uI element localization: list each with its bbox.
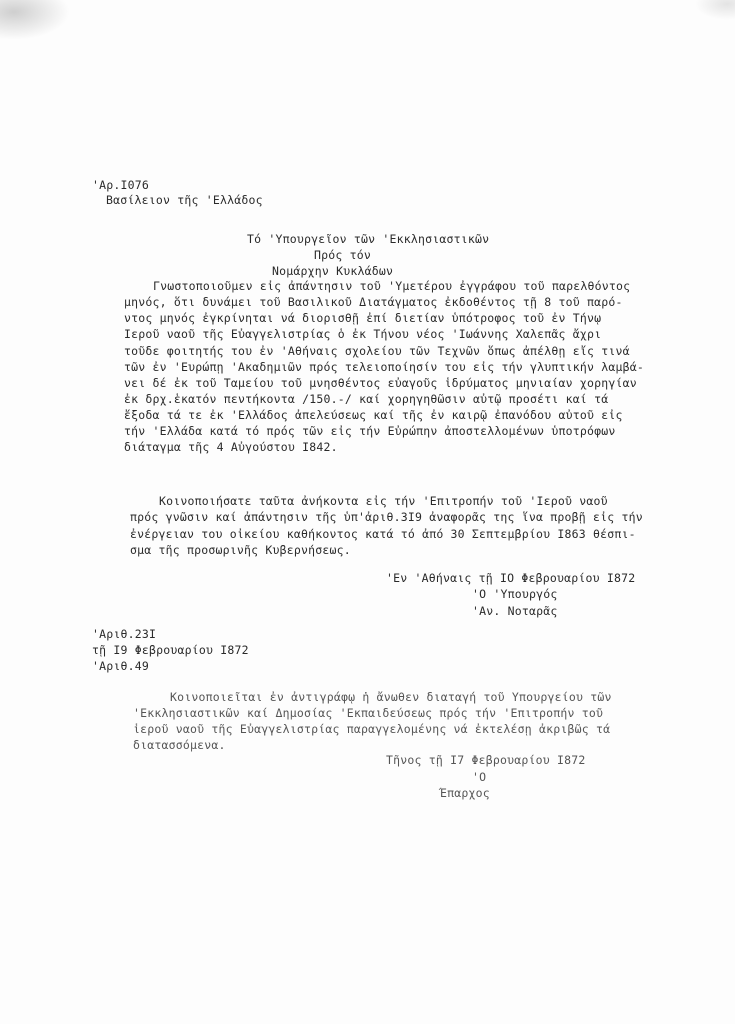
minister-signature: 'Αν. Νοταρᾶς xyxy=(472,604,558,618)
body-line: πρός γνῶσιν καί ἀπάντησιν τῆς ὑπ'ἀριθ.3Ι9 ἀναφορᾶς της ἵνα προβῇ εἰς τήν xyxy=(130,510,643,524)
footer-ref-number: 'Αριθ.23Ι xyxy=(92,627,157,641)
body-line: Ιεροῦ ναοῦ τῆς Εὐαγγελιστρίας ὁ ἐκ Τήνου νέος 'Ιωάννης Χαλεπᾶς ἄχρι xyxy=(124,327,602,341)
body-line: διάταγμα τῆς 4 Αὐγούστου Ι842. xyxy=(124,440,338,454)
note-title: 'Ο xyxy=(472,770,487,784)
body-line: ντος μηνός ἐγκρίνηται νά διορισθῇ ἐπί διετίαν ὑπότροφος τοῦ ἐν Τήνῳ xyxy=(124,311,602,325)
paper-smudge xyxy=(0,0,70,40)
body-line: τῶν ἐν 'Ευρώπῃ 'Ακαδημιῶν πρός τελειοποίησίν του εἰς τήν γλυπτικήν λαμβά- xyxy=(124,360,645,374)
paper-smudge-right xyxy=(695,0,735,20)
note-line: 'Εκκλησιαστικῶν καί Δημοσίας 'Εκπαιδεύσεως πρός τήν 'Επιτροπήν τοῦ xyxy=(133,706,604,720)
body-line: νει δέ ἐκ τοῦ Ταμείου τοῦ μνησθέντος εὐαγοῦς ἱδρύματος μηνιαίαν χορηγίαν xyxy=(124,376,637,390)
note-line: ἱεροῦ ναοῦ τῆς Εὐαγγελιστρίας παραγγελομένης νά ἐκτελέσῃ ἀκριβῶς τά xyxy=(133,722,611,736)
place-date: 'Εν 'Αθήναις τῇ ΙΟ Φεβρουαρίου Ι872 xyxy=(386,571,636,585)
kingdom-heading: Βασίλειον τῆς 'Ελλάδος xyxy=(106,193,263,207)
footer-ref-date: τῇ Ι9 Φεβρουαρίου Ι872 xyxy=(92,643,249,657)
recipient: Νομάρχην Κυκλάδων xyxy=(272,264,394,278)
minister-title: 'Ο 'Υπουργός xyxy=(472,587,558,601)
body-line: μηνός, ὅτι δυνάμει τοῦ Βασιλικοῦ Διατάγματος ἐκδοθέντος τῇ 8 τοῦ παρό- xyxy=(124,295,623,309)
body-line: ἔξοδα τά τε ἐκ 'Ελλάδος ἀπελεύσεως καί τῆς ἐν καιρῷ ἐπανόδου αὐτοῦ εἰς xyxy=(124,408,623,422)
note-signature: Έπαρχος xyxy=(440,786,490,800)
footer-ref-number-2: 'Αριθ.49 xyxy=(92,659,149,673)
reference-number: 'Αρ.Ι076 xyxy=(92,178,149,192)
body-line: τοῦδε φοιτητής του ἐν 'Αθήναις σχολείου τῶν Τεχνῶν ὅπως ἀπέλθῃ εἴς τινά xyxy=(124,344,630,358)
note-place-date: Τῆνος τῇ Ι7 Φεβρουαρίου Ι872 xyxy=(386,753,586,767)
body-line: Γνωστοποιοῦμεν εἰς ἀπάντησιν τοῦ 'Υμετέρου ἐγγράφου τοῦ παρελθόντος xyxy=(153,279,631,293)
body-line: τήν 'Ελλάδα κατά τό πρός τῶν εἰς τήν Εὐρώπην ἀποστελλομένων ὑποτρόφων xyxy=(124,424,616,438)
body-line: ἐνέργειαν του οἰκείου καθήκοντος κατά τό ἀπό 30 Σεπτεμβρίου Ι863 θέσπι- xyxy=(130,527,636,541)
body-line: Κοινοποιήσατε ταῦτα ἀνήκοντα εἰς τήν 'Επιτροπήν τοῦ 'Ιεροῦ ναοῦ xyxy=(159,494,608,508)
body-line: σμα τῆς προσωρινῆς Κυβερνήσεως. xyxy=(130,543,351,557)
note-line: Κοινοποιεῖται ἐν ἀντιγράφῳ ἡ ἄνωθεν διαταγή τοῦ Υπουργείου τῶν xyxy=(170,690,612,704)
ministry-heading: Τό 'Υπουργεῖον τῶν 'Εκκλησιαστικῶν xyxy=(247,232,490,246)
note-line: διατασσόμενα. xyxy=(133,738,226,752)
body-line: ἐκ δρχ.ἑκατόν πεντήκοντα /150.-/ καί χορηγηθῶσιν αὐτῷ προσέτι καί τά xyxy=(124,392,609,406)
to-label: Πρός τόν xyxy=(314,248,371,262)
